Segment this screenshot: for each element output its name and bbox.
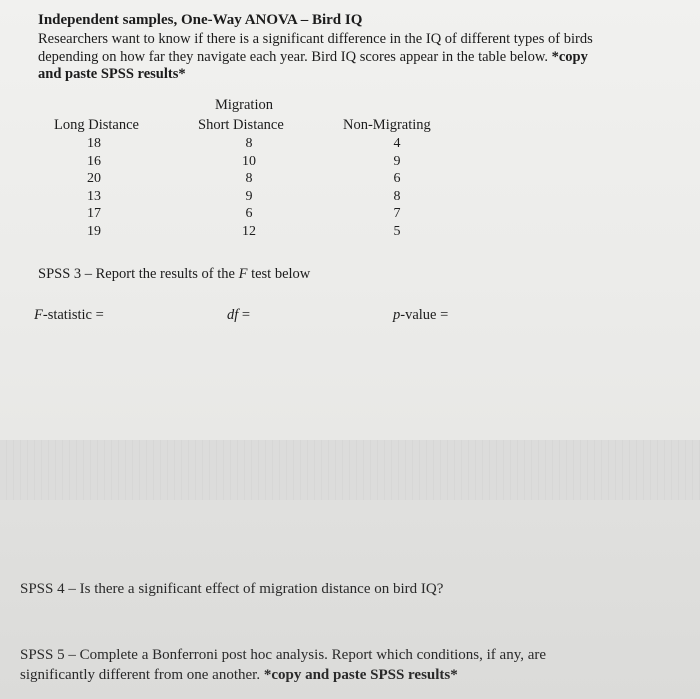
- p-value-label: p-value =: [393, 307, 449, 323]
- spss3-prompt: SPSS 3 – Report the results of the F test below: [38, 266, 311, 282]
- table-cell: 6: [245, 206, 253, 222]
- table-cell: 5: [393, 224, 401, 239]
- spss5-line-2: significantly different from one another. *copy and paste SPSS results*: [20, 667, 458, 683]
- col-header-short-distance: Short Distance: [198, 117, 284, 133]
- table-cell: 7: [393, 206, 401, 222]
- table-cell: 18: [87, 136, 101, 151]
- migration-group-header: Migration: [215, 97, 273, 113]
- worksheet-title: Independent samples, One-Way ANOVA – Bird IQ: [38, 12, 363, 28]
- spss5-prompt: [20, 645, 690, 685]
- table-cell: 8: [393, 188, 401, 204]
- table-cell: 9: [245, 188, 253, 204]
- table-cell: 8: [245, 136, 253, 151]
- table-cell: 4: [393, 136, 401, 151]
- spss4-prompt: SPSS 4 – Is there a significant effect of migration distance on bird IQ?: [20, 581, 444, 597]
- intro-line-2: depending on how far they navigate each year. Bird IQ scores appear in the table below. *copy: [38, 48, 588, 65]
- table-cell: 17: [87, 206, 101, 222]
- intro-line-1: Researchers want to know if there is a significant difference in the IQ of different types of birds: [38, 31, 593, 47]
- spss5-line-1: SPSS 5 – Complete a Bonferroni post hoc analysis. Report which conditions, if any, are: [20, 647, 547, 663]
- col-header-non-migrating: Non-Migrating: [343, 117, 431, 133]
- intro-line-3: and paste SPSS results*: [38, 66, 186, 82]
- table-cell: 20: [87, 171, 101, 187]
- col-header-long-distance: Long Distance: [54, 117, 139, 133]
- table-cell: 13: [87, 188, 101, 204]
- table-cell: 10: [242, 153, 256, 169]
- table-cell: 6: [393, 171, 401, 187]
- table-cell: 12: [242, 224, 256, 239]
- table-cell: 9: [393, 153, 401, 169]
- answer-area-band: [0, 440, 700, 500]
- intro-paragraph: [38, 31, 688, 84]
- table-cell: 8: [245, 171, 253, 187]
- table-cell: 19: [87, 224, 101, 239]
- f-statistic-label: F-statistic =: [34, 307, 104, 323]
- table-cell: 16: [87, 153, 101, 169]
- df-label: df =: [227, 307, 251, 323]
